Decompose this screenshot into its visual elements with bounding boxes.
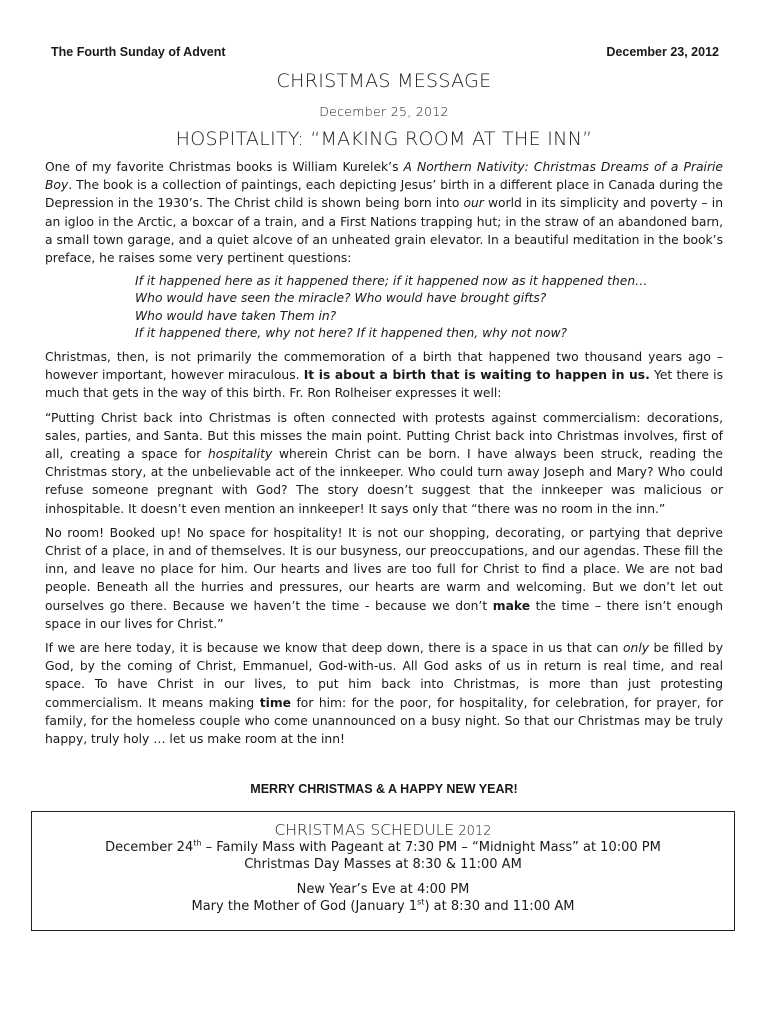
schedule-title-text: CHRISTMAS SCHEDULE (274, 821, 455, 839)
text-run: ) at 8:30 and 11:00 AM (424, 899, 575, 914)
text-run: “Putting Christ back into Christmas is often connected with protests against commercialism: decorations, sales, parties, and Santa. But this misses the main point. Putting Christ back into Christmas involves, first of all, creating a space for (45, 410, 723, 462)
ordinal-suffix: th (193, 838, 202, 848)
paragraph-3 (45, 409, 723, 518)
quote-line: If it happened there, why not here? If it happened then, why not now? (135, 325, 568, 340)
message-date: December 25, 2012 (319, 104, 449, 119)
text-run: December 24 (105, 840, 194, 855)
header-occasion: The Fourth Sunday of Advent (51, 45, 226, 59)
text-run: Christmas, then, is not primarily the commemoration of a birth that happened two thousand years ago – however important, however miraculous. (45, 350, 723, 383)
emphasis: our (463, 196, 484, 211)
ordinal-suffix: st (417, 897, 425, 907)
text-run: the time – there isn’t enough space in our lives for Christ.” (45, 598, 723, 631)
quote-line: Who would have taken Them in? (135, 308, 337, 323)
text-run: If we are here today, it is because we know that deep down, there is a space in us that can (45, 641, 623, 656)
text-run: . The book is a collection of paintings, each depicting Jesus’ birth in a different place in Canada during the Depression in the 1930’s. The Christ child is shown being born into (45, 178, 723, 211)
schedule-title (32, 821, 734, 839)
emphasis-bold: make (492, 598, 531, 613)
emphasis-bold: It is about a birth that is waiting to happen in us. (303, 368, 650, 383)
schedule-line-2: Christmas Day Masses at 8:30 & 11:00 AM (244, 857, 522, 872)
emphasis: hospitality (207, 447, 273, 462)
header-date: December 23, 2012 (606, 45, 719, 59)
text-run: No room! Booked up! No space for hospitality! It is not our shopping, decorating, or partying that deprive Christ of a place, in and of themselves. It is our busyness, our preoccupations, and our agendas. These fill the inn, and leave no place for him. Our hearts and lives are too full for Christ to find a place. We are not bad people. Beneath all the hurries and pressures, our hearts are warm and welcoming. But we don’t let out ourselves go there. Because we haven’t the time - because we don’t (45, 525, 723, 613)
spacer (32, 873, 734, 881)
page-title: CHRISTMAS MESSAGE (276, 70, 492, 92)
text-run: wherein Christ can be born. I have always been struck, reading the Christmas story, at the unbelievable act of the innkeeper. Who could turn away Joseph and Mary? Who could refuse someone pregnant with God? The story doesn’t suggest that the innkeeper was malicious or inhospitable. It doesn’t even mention an innkeeper! It says only that “there was no room in the inn.” (45, 447, 724, 516)
text-run: Mary the Mother of God (January 1 (191, 899, 418, 914)
text-run: – Family Mass with Pageant at 7:30 PM – “Midnight Mass” at 10:00 PM (201, 840, 661, 855)
schedule-line-4 (32, 898, 734, 915)
message-subtitle: HOSPITALITY: “MAKING ROOM AT THE INN” (175, 128, 593, 150)
schedule-year: 2012 (454, 824, 492, 839)
quote-line: If it happened here as it happened there; if it happened now as it happened then… (135, 274, 648, 289)
text-run: for him: for the poor, for hospitality, for celebration, for prayer, for family, for the homeless couple who come unannounced on a busy night. So that our Christmas may be truly happy, truly holy … let us make room at the inn! (45, 695, 724, 747)
emphasis: only (623, 641, 650, 656)
paragraph-1 (45, 158, 723, 267)
text-run: world in its simplicity and poverty – in an igloo in the Arctic, a boxcar of a train, and a First Nations trapping hut; in the straw of an abandoned barn, a small town garage, and a quiet alcove of an unheated grain elevator. In a beautiful meditation in the book’s preface, he raises some very pertinent questions: (45, 196, 724, 266)
schedule-box (31, 811, 735, 931)
schedule-line-3: New Year’s Eve at 4:00 PM (296, 882, 470, 897)
paragraph-2 (45, 348, 723, 403)
paragraph-5 (45, 639, 723, 748)
message-body (45, 158, 723, 754)
text-run: be filled by God, by the coming of Christ, Emmanuel, God-with-us. All God asks of us in return is real time, and real space. To have Christ in our lives, to put him back into Christmas, is more than just protesting commercialism. It means making (45, 641, 724, 710)
page-header (51, 45, 719, 63)
emphasis-bold: time (259, 695, 291, 710)
quote-line: Who would have seen the miracle? Who would have brought gifts? (135, 291, 547, 306)
greeting: MERRY CHRISTMAS & A HAPPY NEW YEAR! (250, 782, 518, 796)
paragraph-4 (45, 524, 723, 633)
book-title: A Northern Nativity: Christmas Dreams of a Prairie Boy (45, 160, 723, 193)
schedule-line-1 (32, 839, 734, 856)
kurelek-quote (135, 273, 723, 342)
text-run: One of my favorite Christmas books is William Kurelek’s (45, 160, 404, 174)
text-run: Yet there is much that gets in the way of this birth. Fr. Ron Rolheiser expresses it well: (45, 368, 723, 401)
